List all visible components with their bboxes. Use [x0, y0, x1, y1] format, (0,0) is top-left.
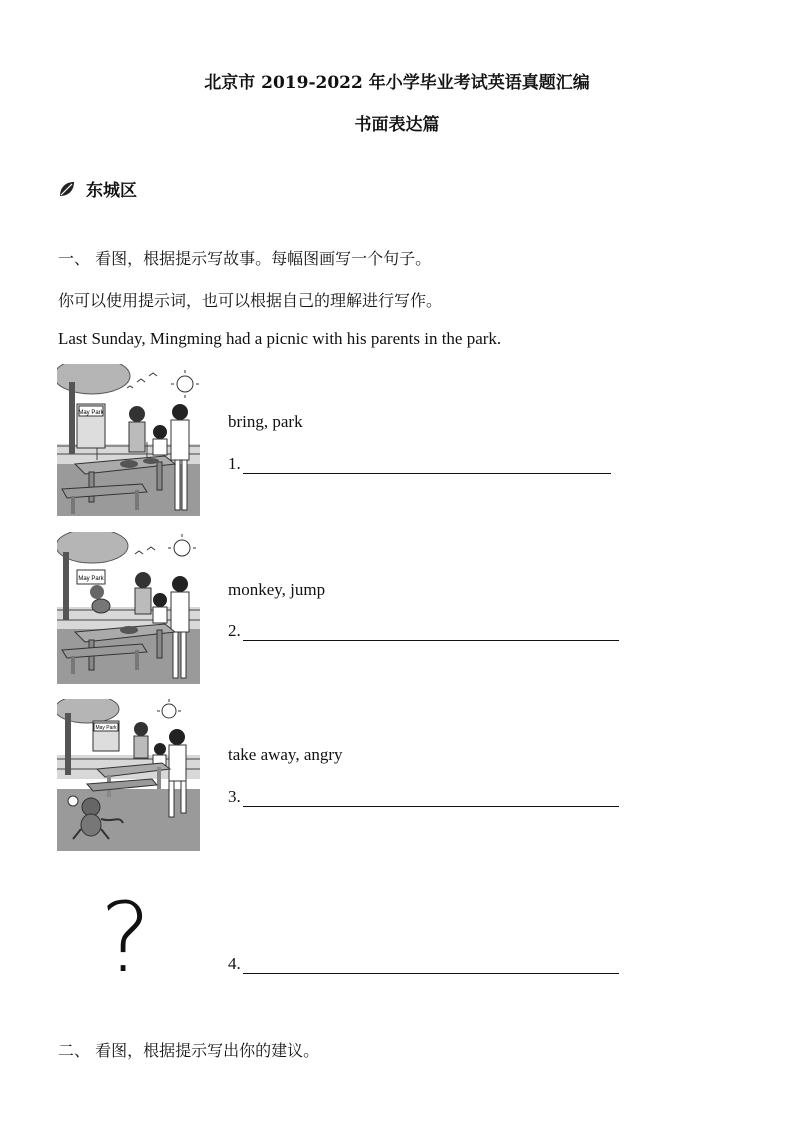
section-heading: [58, 176, 137, 201]
answer-blank-2[interactable]: [243, 622, 619, 641]
hint-1: bring, park: [228, 412, 303, 431]
answer-number-4: 4.: [228, 954, 241, 973]
picnic-picture-3: [57, 699, 200, 851]
leaf-icon: [58, 180, 76, 198]
answer-number-3: 3.: [228, 787, 241, 806]
sign-text: May Park: [78, 410, 104, 416]
hint-2: monkey, jump: [228, 580, 326, 599]
picnic-picture-1: [57, 364, 200, 516]
answer-number-1: 1.: [228, 454, 241, 473]
sign-text: May Park: [95, 725, 117, 731]
answer-blank-3[interactable]: [243, 788, 619, 807]
page-subtitle: 书面表达篇: [354, 115, 440, 135]
answer-line-1[interactable]: [228, 454, 611, 474]
section-label: 东城区: [86, 181, 137, 201]
page-title: 北京市 2019-2022 年小学毕业考试英语真题汇编: [204, 73, 590, 93]
question1-instruction-2: 你可以使用提示词，也可以根据自己的理解进行写作。: [58, 291, 443, 310]
answer-line-2[interactable]: [228, 621, 619, 641]
intro-sentence: Last Sunday, Mingming had a picnic with his parents in the park.: [58, 329, 502, 348]
answer-line-4[interactable]: [228, 954, 619, 974]
question1-instruction: 一、 看图，根据提示写故事。每幅图画写一个句子。: [58, 249, 432, 268]
question-mark-icon: ?: [100, 882, 151, 994]
answer-blank-1[interactable]: [243, 455, 611, 474]
picnic-picture-2: [57, 532, 200, 684]
answer-line-3[interactable]: [228, 787, 619, 807]
answer-blank-4[interactable]: [243, 955, 619, 974]
answer-number-2: 2.: [228, 621, 241, 640]
question2-instruction: 二、 看图，根据提示写出你的建议。: [58, 1041, 320, 1060]
hint-3: take away, angry: [228, 745, 343, 764]
sign-text: May Park: [78, 576, 104, 582]
